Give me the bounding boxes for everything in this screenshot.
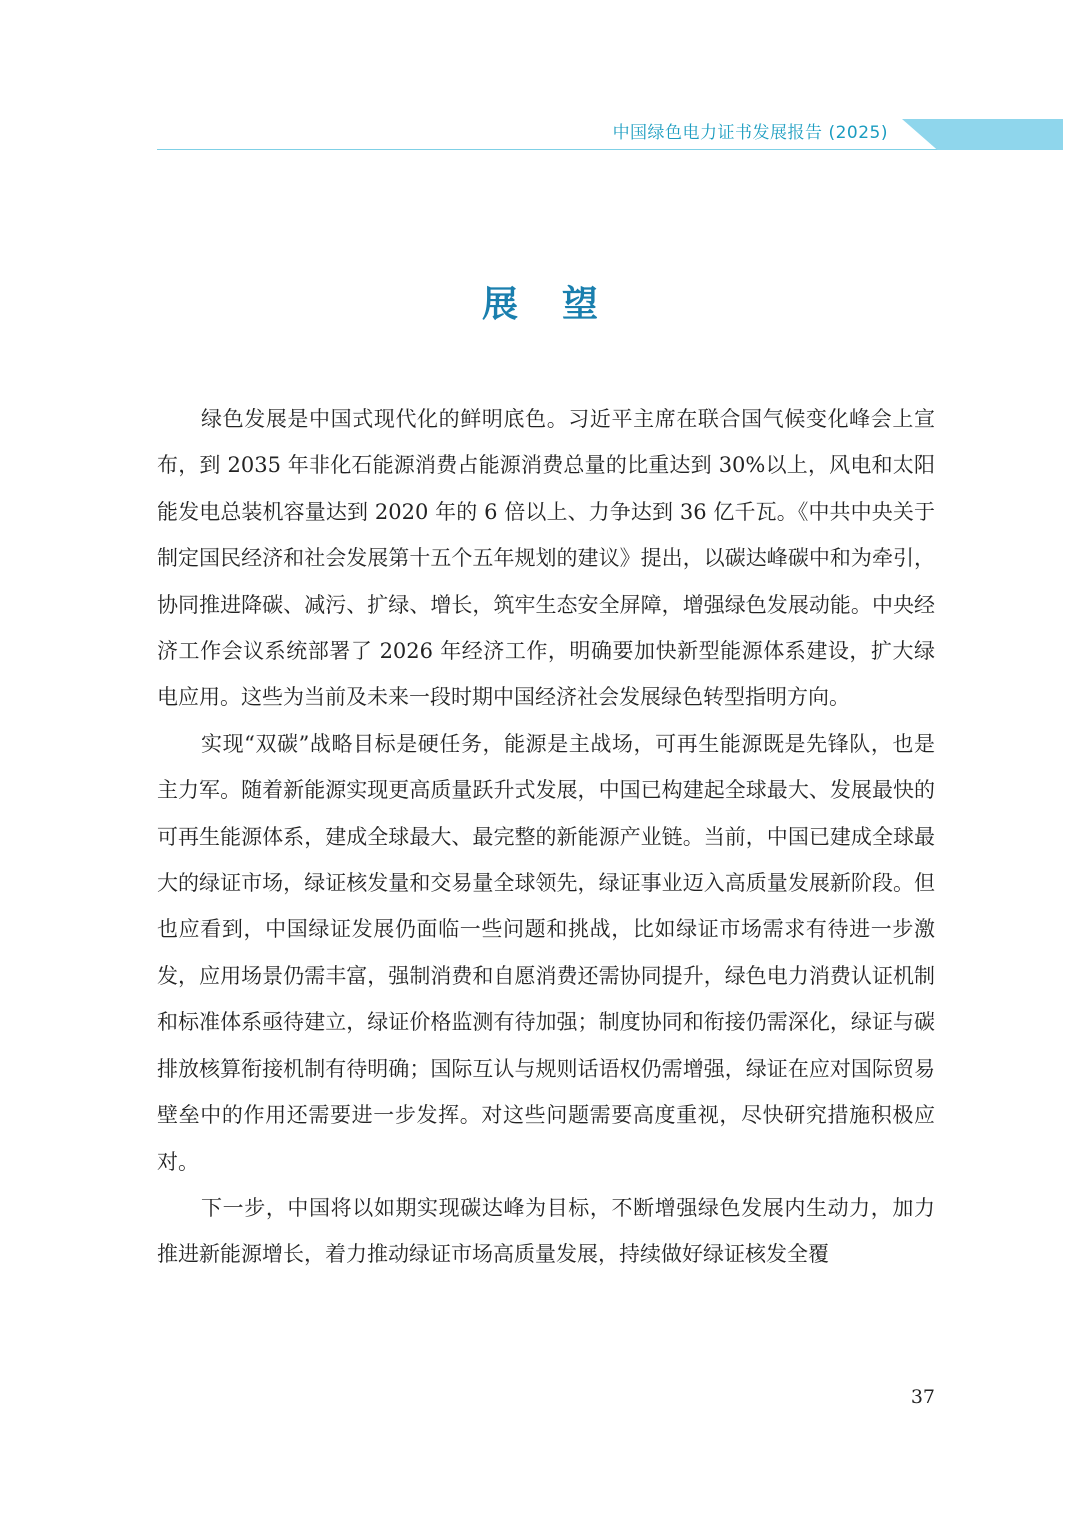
paragraph: 绿色发展是中国式现代化的鲜明底色。习近平主席在联合国气候变化峰会上宣布，到 2035 年非化石能源消费占能源消费总量的比重达到 30%以上，风电和太阳能发电总装机容量达到 2020 年的 6 倍以上、力争达到 36 亿千瓦。《中共中央关于制定国民经济和社会发展第十五个五年规划的建议》提出，以碳达峰碳中和为牵引，协同推进降碳、减污、扩绿、增长，筑牢生态安全屏障，增强绿色发展动能。中央经济工作会议系统部署了 2026 年经济工作，明确要加快新型能源体系建设，扩大绿电应用。这些为当前及未来一段时期中国经济社会发展绿色转型指明方向。	[157, 407, 935, 710]
body-text	[157, 396, 935, 1278]
running-header: 中国绿色电力证书发展报告 (2025)	[612, 123, 888, 143]
paragraph: 下一步，中国将以如期实现碳达峰为目标，不断增强绿色发展内生动力，加力推进新能源增长，着力推动绿证市场高质量发展，持续做好绿证核发全覆	[157, 1195, 935, 1267]
header-rule	[157, 149, 1063, 150]
page-title: 展望	[481, 284, 642, 325]
page-number: 37	[910, 1386, 935, 1408]
header-tab-decoration	[902, 119, 1063, 150]
paragraph: 实现“双碳”战略目标是硬任务，能源是主战场，可再生能源既是先锋队，也是主力军。随着新能源实现更高质量跃升式发展，中国已构建起全球最大、发展最快的可再生能源体系，建成全球最大、最完整的新能源产业链。当前，中国已建成全球最大的绿证市场，绿证核发量和交易量全球领先，绿证事业迈入高质量发展新阶段。但也应看到，中国绿证发展仍面临一些问题和挑战，比如绿证市场需求有待进一步激发，应用场景仍需丰富，强制消费和自愿消费还需协同提升，绿色电力消费认证机制和标准体系亟待建立，绿证价格监测有待加强；制度协同和衔接仍需深化，绿证与碳排放核算衔接机制有待明确；国际互认与规则话语权仍需增强，绿证在应对国际贸易壁垒中的作用还需要进一步发挥。对这些问题需要高度重视，尽快研究措施积极应对。	[157, 731, 935, 1174]
